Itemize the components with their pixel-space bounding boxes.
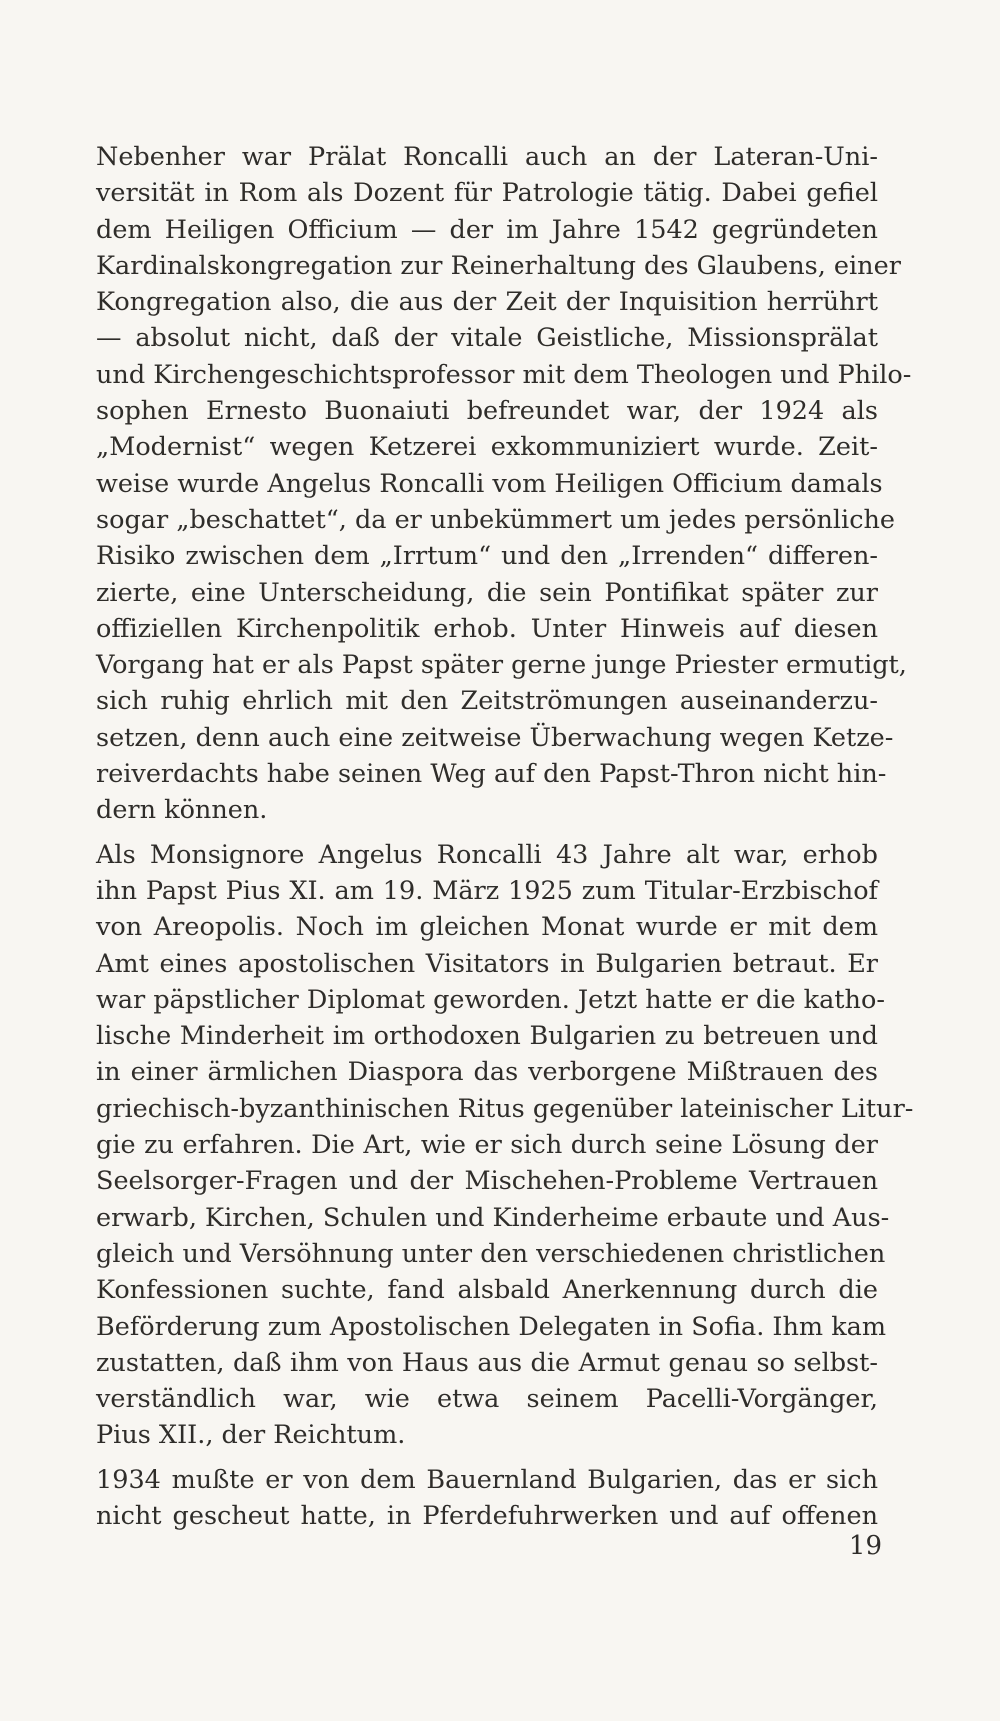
text-line: nicht gescheut hatte, in Pferdefuhrwerken und auf offenen [96, 1500, 878, 1531]
text-line: und Kirchengeschichtsprofessor mit dem Theologen und Philo- [96, 359, 912, 390]
text-line: ihn Papst Pius XI. am 19. März 1925 zum Titular-Erzbischof [96, 875, 878, 906]
text-line: Amt eines apostolischen Visitators in Bulgarien betraut. Er [96, 948, 878, 979]
paragraph-3 [96, 1462, 878, 1535]
text-line: setzen, denn auch eine zeitweise Überwachung wegen Ketze- [96, 722, 894, 753]
text-line: Als Monsignore Angelus Roncalli 43 Jahre alt war, erhob [96, 839, 878, 870]
text-line: 1934 mußte er von dem Bauernland Bulgarien, das er sich [96, 1464, 878, 1495]
paragraph-spacer [96, 829, 878, 837]
text-line: verständlich war, wie etwa seinem Pacelli-Vorgänger, [96, 1384, 878, 1415]
text-line: Risiko zwischen dem „Irrtum“ und den „Irrenden“ differen- [96, 541, 878, 572]
text-line: sophen Ernesto Buonaiuti befreundet war, der 1924 als [96, 396, 878, 427]
text-line: Kardinalskongregation zur Reinerhaltung des Glaubens, einer [96, 250, 901, 281]
text-line: Konfessionen suchte, fand alsbald Anerkennung durch die [96, 1275, 878, 1306]
text-line: gie zu erfahren. Die Art, wie er sich durch seine Lösung der [96, 1130, 878, 1161]
text-line: dern können. [96, 795, 268, 826]
text-line: lische Minderheit im orthodoxen Bulgarien zu betreuen und [96, 1021, 878, 1052]
text-line: Nebenher war Prälat Roncalli auch an der Lateran-Uni- [96, 142, 878, 172]
text-line: griechisch-byzanthinischen Ritus gegenüber lateinischer Litur- [96, 1093, 914, 1124]
text-line: Beförderung zum Apostolischen Delegaten in Sofia. Ihm kam [96, 1311, 887, 1342]
text-line: sogar „beschattet“, da er unbekümmert um jedes persönliche [96, 504, 895, 535]
text-line: reiverdachts habe seinen Weg auf den Papst-Thron nicht hin- [96, 759, 887, 790]
page-number: 19 [848, 1531, 882, 1561]
text-line: — absolut nicht, daß der vitale Geistliche, Missionsprälat [96, 323, 878, 354]
text-line: offiziellen Kirchenpolitik erhob. Unter Hinweis auf diesen [96, 613, 878, 644]
text-line: „Modernist“ wegen Ketzerei exkommuniziert wurde. Zeit- [96, 432, 878, 463]
text-line: Seelsorger-Fragen und der Mischehen-Probleme Vertrauen [96, 1166, 878, 1197]
text-line: Vorgang hat er als Papst später gerne junge Priester ermutigt, [96, 650, 907, 681]
text-line: Pius XII., der Reichtum. [96, 1420, 406, 1451]
body-text [96, 139, 914, 1534]
text-line: war päpstlicher Diplomat geworden. Jetzt hatte er die katho- [96, 984, 885, 1015]
text-line: in einer ärmlichen Diaspora das verborgene Mißtrauen des [96, 1057, 878, 1088]
text-line: weise wurde Angelus Roncalli vom Heiligen Officium damals [96, 468, 883, 499]
text-line: von Areopolis. Noch im gleichen Monat wurde er mit dem [96, 912, 878, 943]
text-line: zustatten, daß ihm von Haus aus die Armut genau so selbst- [96, 1347, 878, 1378]
text-line: gleich und Versöhnung unter den verschiedenen christlichen [96, 1238, 886, 1269]
text-line: erwarb, Kirchen, Schulen und Kinderheime erbaute und Aus- [96, 1202, 890, 1233]
text-line: sich ruhig ehrlich mit den Zeitströmungen auseinanderzu- [96, 686, 878, 717]
paragraph-1 [96, 139, 912, 829]
text-line: Kongregation also, die aus der Zeit der Inquisition herrührt [96, 287, 878, 318]
text-line: dem Heiligen Officium — der im Jahre 1542 gegründeten [96, 214, 878, 245]
text-line: versität in Rom als Dozent für Patrologie tätig. Dabei gefiel [96, 178, 878, 209]
paragraph-spacer [96, 1454, 878, 1462]
text-line: zierte, eine Unterscheidung, die sein Pontifikat später zur [96, 577, 878, 608]
paragraph-2 [96, 837, 914, 1454]
